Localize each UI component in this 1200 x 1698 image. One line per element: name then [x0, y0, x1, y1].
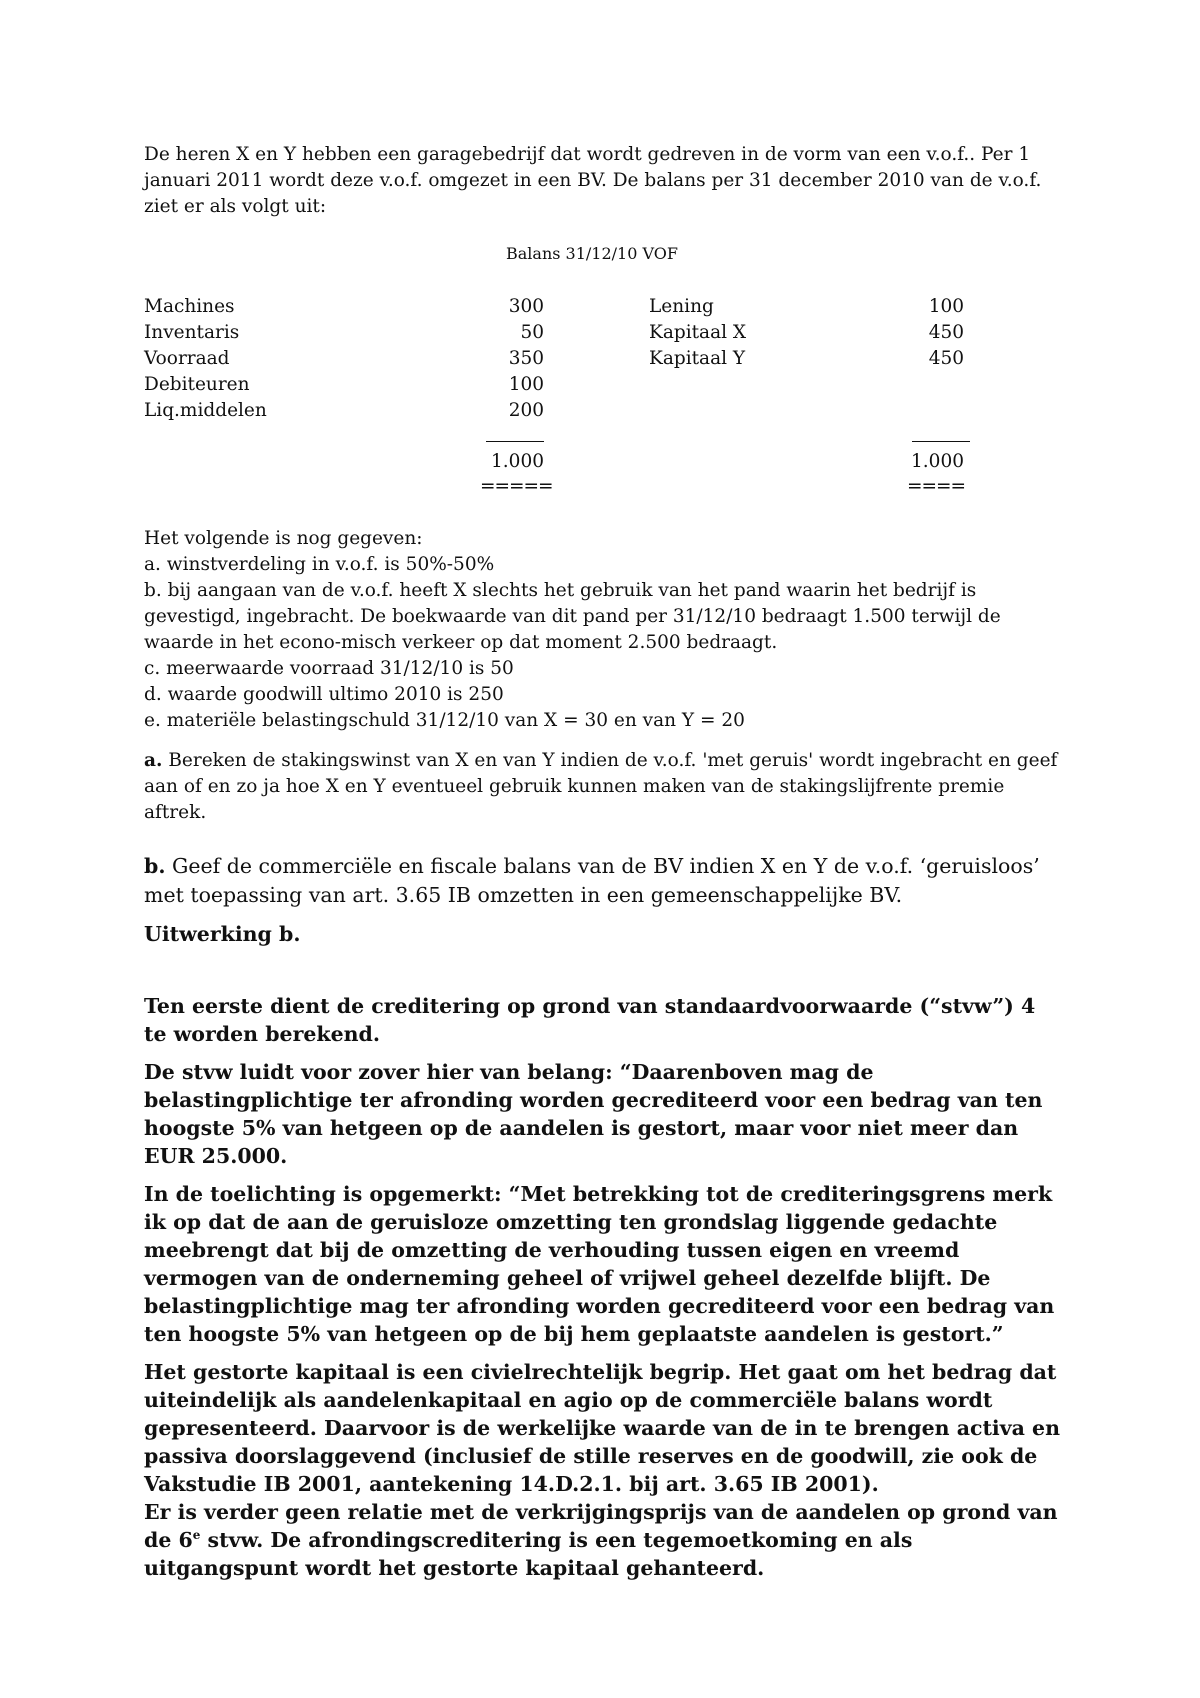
total-rule-right: [912, 441, 970, 442]
balance-left-label: Debiteuren: [144, 374, 250, 395]
given-item-b: b. bij aangaan van de v.o.f. heeft X slechts het gebruik van het pand waarin het bedrijf is gevestigd, ingebracht. De boekwaarde van dit pand per 31/12/10 bedraagt 1.500 terwijl de waarde in het econo-misch verkeer op dat moment 2.500 bedraagt.: [144, 580, 1001, 653]
balance-title-text: Balans 31/12/10 VOF: [506, 244, 678, 263]
intro-paragraph: De heren X en Y hebben een garagebedrijf dat wordt gedreven in de vorm van een v.o.f.. Per 1 januari 2011 wordt deze v.o.f. omgezet in een BV. De balans per 31 december 2010 van de v.o.f. ziet er als volgt uit:: [144, 144, 1042, 217]
given-item-c: c. meerwaarde voorraad 31/12/10 is 50: [144, 658, 514, 679]
balance-left-value: 350: [508, 348, 544, 369]
double-rule-left: =====: [480, 476, 553, 497]
uitwerking-heading: Uitwerking b.: [144, 922, 301, 946]
balance-right-label: Kapitaal X: [649, 322, 747, 343]
question-b: [144, 852, 1064, 910]
given-item-d: d. waarde goodwill ultimo 2010 is 250: [144, 684, 504, 705]
balance-right-value: 450: [928, 322, 964, 343]
balance-left-label: Liq.middelen: [144, 400, 267, 421]
question-a-label: a.: [144, 750, 163, 771]
balance-left-label: Voorraad: [144, 348, 230, 369]
question-a-text: Bereken de stakingswinst van X en van Y indien de v.o.f. 'met geruis' wordt ingebracht en geef aan of en zo ja hoe X en Y eventueel gebruik kunnen maken van de stakingslijfrente premie aftrek.: [144, 750, 1058, 823]
balance-right-value: 100: [928, 296, 964, 317]
balance-left-label: Inventaris: [144, 322, 240, 343]
document-page: [144, 142, 1064, 1582]
given-section: [144, 526, 1064, 734]
given-item-a: a. winstverdeling in v.o.f. is 50%-50%: [144, 554, 495, 575]
balance-sheet: [144, 294, 1064, 526]
question-b-label: b.: [144, 854, 166, 878]
double-rule-right: ====: [907, 476, 966, 497]
last-paragraph-part1: Er is verder geen relatie met de verkrijgingsprijs van de aandelen op grond van de 6: [144, 1500, 1058, 1552]
question-b-text: Geef de commerciële en fiscale balans van de BV indien X en Y de v.o.f. ‘geruisloos’ met toepassing van art. 3.65 IB omzetten in een gemeenschappelijke BV.: [144, 854, 1040, 907]
answer-paragraph: In de toelichting is opgemerkt: “Met betrekking tot de crediteringsgrens merk ik op dat de aan de geruisloze omzetting ten grondslag liggende gedachte meebrengt dat bij de omzetting de verhouding tussen eigen en vreemd vermogen van de onderneming geheel of vrijwel geheel dezelfde blijft. De belastingplichtige mag ter afronding worden gecrediteerd voor een bedrag van ten hoogste 5% van hetgeen op de bij hem geplaatste aandelen is gestort.”: [144, 1182, 1055, 1346]
balance-left-value: 100: [508, 374, 544, 395]
answer-paragraph: Ten eerste dient de creditering op grond van standaardvoorwaarde (“stvw”) 4 te worden berekend.: [144, 994, 1036, 1046]
balance-title: [144, 244, 1064, 280]
given-heading: Het volgende is nog gegeven:: [144, 528, 423, 549]
balance-right-label: Lening: [649, 296, 714, 317]
given-item-e: e. materiële belastingschuld 31/12/10 van X = 30 en van Y = 20: [144, 710, 745, 731]
balance-left-value: 300: [508, 296, 544, 317]
balance-left-value: 200: [508, 400, 544, 421]
answer-paragraph-last: [144, 1498, 1064, 1582]
total-rule-left: [486, 441, 544, 442]
balance-total-right: 1.000: [911, 451, 964, 472]
question-a: [144, 748, 1064, 826]
balance-left-value: 50: [520, 322, 544, 343]
answer-paragraph: Het gestorte kapitaal is een civielrechtelijk begrip. Het gaat om het bedrag dat uiteindelijk als aandelenkapitaal en agio op de commerciële balans wordt gepresenteerd. Daarvoor is de werkelijke waarde van de in te brengen activa en passiva doorslaggevend (inclusief de stille reserves en de goodwill, zie ook de Vakstudie IB 2001, aantekening 14.D.2.1. bij art. 3.65 IB 2001).: [144, 1360, 1060, 1496]
balance-left-label: Machines: [144, 296, 235, 317]
last-paragraph-part2: stvw. De afrondingscreditering is een tegemoetkoming en als uitgangspunt wordt het gestorte kapitaal gehanteerd.: [144, 1528, 913, 1580]
balance-total-left: 1.000: [491, 451, 544, 472]
balance-right-value: 450: [928, 348, 964, 369]
superscript-e: e: [192, 1528, 201, 1543]
balance-right-label: Kapitaal Y: [649, 348, 746, 369]
answer-paragraph: De stvw luidt voor zover hier van belang: “Daarenboven mag de belastingplichtige ter afronding worden gecrediteerd voor een bedrag van ten hoogste 5% van hetgeen op de aandelen is gestort, maar voor niet meer dan EUR 25.000.: [144, 1060, 1043, 1168]
